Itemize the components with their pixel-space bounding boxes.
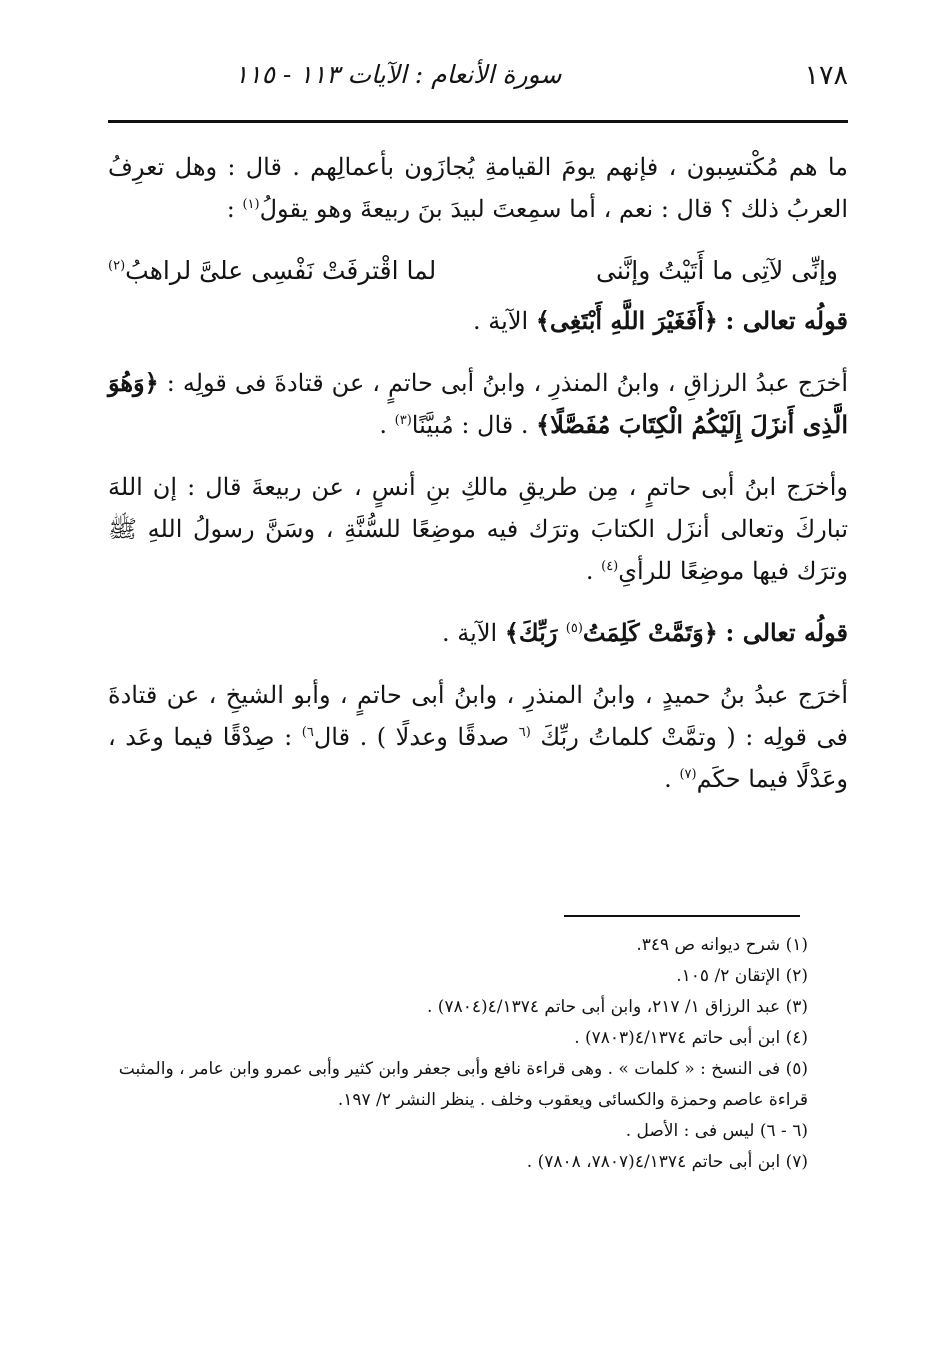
quran-quote-2: ﴿وَهُوَ الَّذِى أَنزَلَ إِلَيْكُمُ الْكِتَابَ مُفَصَّلًا﴾ <box>108 368 848 439</box>
header-rule <box>108 120 848 123</box>
quran-quote-1: ﴿أَفَغَيْرَ اللَّهِ أَبْتَغِى﴾ <box>535 306 718 335</box>
verse-hemistich-right: وإنِّى لآتِى ما أَتَيْتُ وإنَّنى <box>595 256 838 285</box>
main-text <box>108 146 848 820</box>
heading-1: قولُه تعالى : ﴿أَفَغَيْرَ اللَّهِ أَبْتَغِى﴾ الآية . <box>473 306 848 335</box>
footnote-4: (٤) ابن أبى حاتم ٤/١٣٧٤(٧٨٠٣) . <box>574 1028 808 1048</box>
footnote-2: (٢) الإتقان ٢/ ١٠٥. <box>676 966 808 986</box>
verse-hemistich-left: لما اقْترفَتْ نَفْسِى علىَّ لراهبُ$^{(٢)}$ <box>108 256 437 285</box>
footnote-ref-1: (١) <box>242 197 260 212</box>
footnotes <box>112 930 808 1178</box>
footnote-ref-5: (٥) <box>565 621 583 636</box>
footnote-3: (٣) عبد الرزاق ١/ ٢١٧، وابن أبى حاتم ٤/١٣٧٤(٧٨٠٤) . <box>426 997 808 1017</box>
paragraph-1: ما هم مُكْتسِبون ، فإنهم يومَ القيامةِ يُجازَون بأعمالِهم . قال : وهل تعرِفُ العربُ ذلك ؟ قال : نعم ، أما سمِعتَ لبيدَ بنَ ربيعةَ وهو يقولُ$^{(١)}$ : <box>108 153 848 223</box>
paragraph-3: وأخرَج ابنُ أبى حاتمٍ ، مِن طريقِ مالكِ بنِ أنسٍ ، عن ربيعةَ قال : إن اللهَ تباركَ وتعالى أنزَل الكتابَ وترَك فيه موضِعًا للسُّنَّةِ ، وسَنَّ رسولُ اللهِ ﷺ وترَك فيها موضِعًا للرأىِ$^{(٤)}$ . <box>108 473 848 585</box>
footnote-ref-2: (٢) <box>108 258 126 274</box>
paragraph-2: أخرَج عبدُ الرزاقِ ، وابنُ المنذرِ ، وابنُ أبى حاتمٍ ، عن قتادةَ فى قولِه : ﴿وَهُوَ الَّذِى أَنزَلَ إِلَيْكُمُ الْكِتَابَ مُفَصَّلًا﴾ . قال : مُبيَّنًا$^{(٣)}$ . <box>108 368 848 439</box>
footnote-ref-6a: (٦ <box>518 725 531 740</box>
footnote-5: (٥) فى النسخ : « كلمات » . وهى قراءة نافع وأبى جعفر وابن كثير وأبى عمرو وابن عامر ، والمثبت قراءة عاصم وحمزة والكسائى ويعقوب وخلف . ينظر النشر ٢/ ١٩٧. <box>118 1059 808 1110</box>
footnote-ref-7: (٧) <box>679 767 697 782</box>
footnote-ref-6b: ٦) <box>301 725 314 740</box>
footnote-ref-3: (٣) <box>394 413 412 428</box>
footnote-rule <box>564 915 800 917</box>
page-number: ١٧٨ <box>804 60 848 91</box>
footnote-ref-4: (٤) <box>601 559 619 574</box>
poetry-verse <box>108 250 848 292</box>
footnote-7: (٧) ابن أبى حاتم ٤/١٣٧٤(٧٨٠٧، ٧٨٠٨) . <box>526 1152 808 1172</box>
running-title: سورة الأنعام : الآيات ١١٣ - ١١٥ <box>234 60 562 89</box>
footnote-1: (١) شرح ديوانه ص ٣٤٩. <box>636 935 808 955</box>
quran-quote-3: ﴿وَتَمَّتْ كَلِمَتُ <box>582 618 718 647</box>
paragraph-4: أخرَج عبدُ بنُ حميدٍ ، وابنُ المنذرِ ، وابنُ أبى حاتمٍ ، وأبو الشيخِ ، عن قتادةَ فى قولِه : ( وتمَّتْ كلماتُ ربِّكَ $^{(٦}$ صدقًا وعدلًا ) . قال$^{٦)}$ : صِدْقًا فيما وعَد ، وعَدْلًا فيما حكَم$^{(٧)}$ . <box>108 681 848 793</box>
page-header <box>108 58 848 102</box>
heading-2: قولُه تعالى : ﴿وَتَمَّتْ كَلِمَتُ$^{(٥)}$ رَبِّكَ﴾ الآية . <box>442 618 848 647</box>
footnote-6: (٦ - ٦) ليس فى : الأصل . <box>625 1121 808 1141</box>
